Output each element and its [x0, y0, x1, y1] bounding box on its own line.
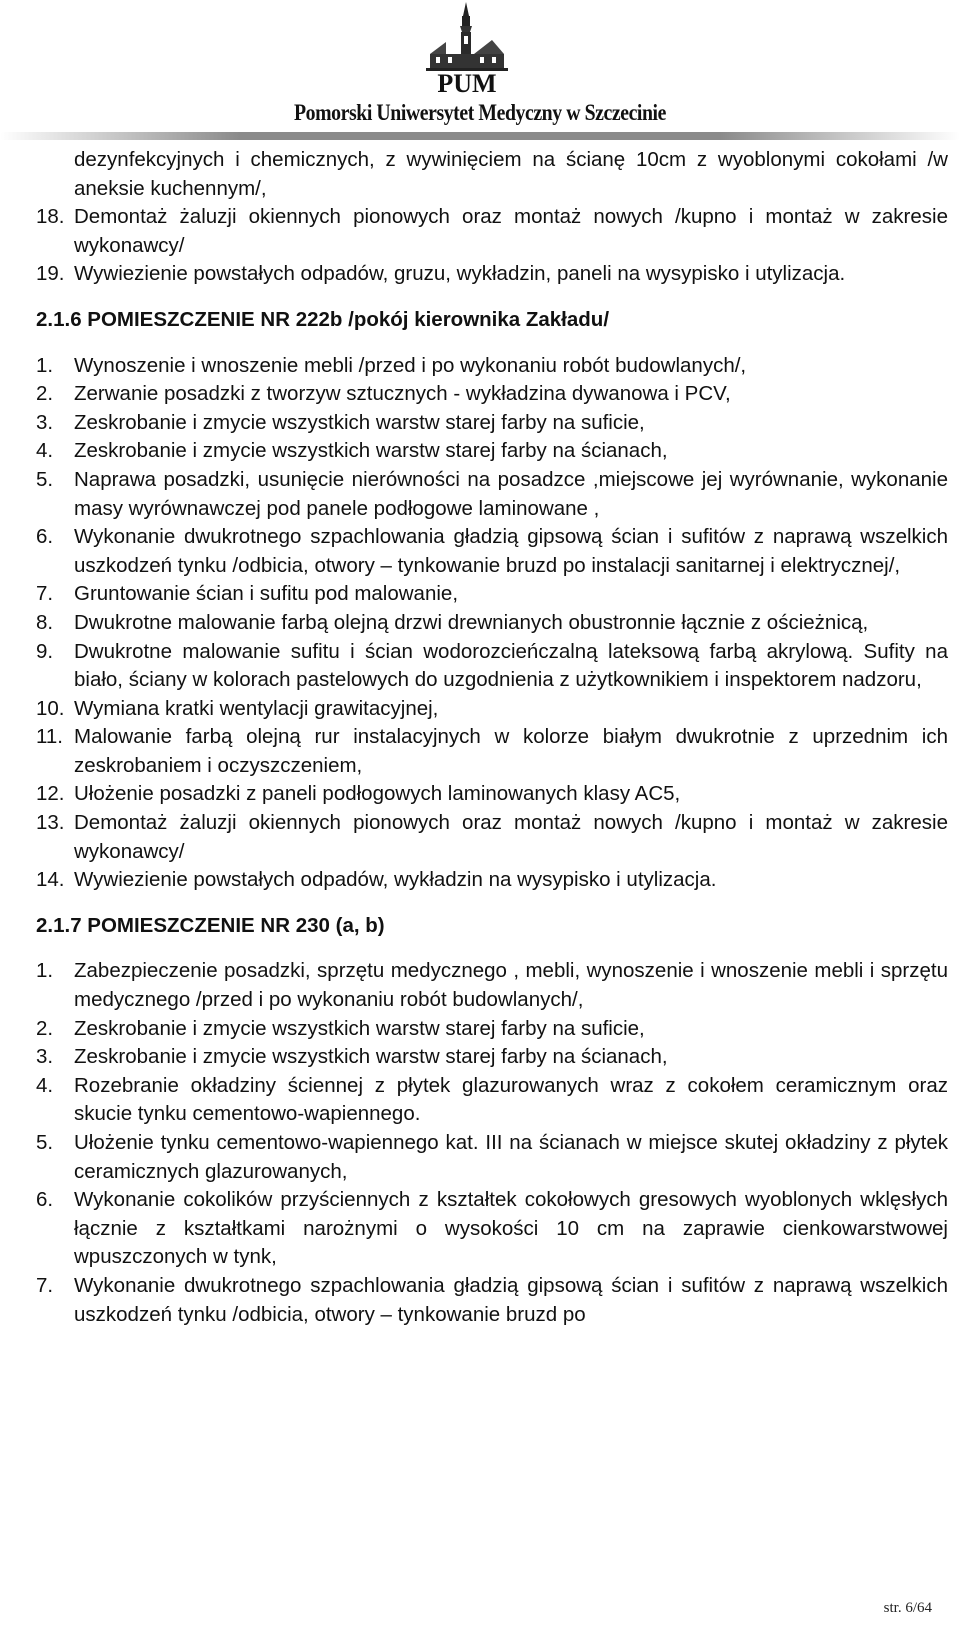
item-text: Zerwanie posadzki z tworzyw sztucznych - wykładzina dywanowa i PCV,	[74, 382, 731, 406]
university-name: Pomorski Uniwersytet Medyczny w Szczecinie	[294, 100, 666, 125]
list-item	[36, 1043, 948, 1072]
item-number: 19.	[36, 262, 65, 286]
item-text: Ułożenie posadzki z paneli podłogowych laminowanych klasy AC5,	[74, 782, 681, 806]
item-text: Zeskrobanie i zmycie wszystkich warstw starej farby na suficie,	[74, 410, 645, 434]
list-item	[36, 409, 948, 438]
item-text: Wywiezienie powstałych odpadów, gruzu, wykładzin, paneli na wysypisko i utylizacja.	[74, 262, 846, 286]
item-number: 3.	[36, 1045, 54, 1069]
list-item	[36, 957, 948, 1014]
list-item	[36, 609, 948, 638]
item-number: 4.	[36, 1073, 54, 1097]
list-item	[36, 380, 948, 409]
list-item	[36, 352, 948, 381]
header-rule	[0, 132, 960, 140]
item-text: Wykonanie dwukrotnego szpachlowania gładzią gipsową ścian i sufitów z naprawą wszelkich uszkodzeń tynku /odbicia, otwory – tynkowanie bruzd po instalacji sanitarnej i elektrycznej/,	[74, 525, 948, 577]
item-number: 9.	[36, 639, 54, 663]
list-item	[36, 437, 948, 466]
item-number: 7.	[36, 1273, 54, 1297]
list-item	[36, 1186, 948, 1272]
item-text: Wywiezienie powstałych odpadów, wykładzin na wysypisko i utylizacja.	[74, 868, 717, 892]
item-text: Wykonanie cokolików przyściennych z kształtek cokołowych gresowych wyoblonych wklęsłych łącznie z kształtkami narożnymi o wysokości 10 cm na zaprawie cienkowarstwowej wpuszczonych w tynk,	[74, 1188, 948, 1269]
item-number: 7.	[36, 582, 54, 606]
logo-text: PUM	[437, 69, 497, 97]
list-item	[36, 1015, 948, 1044]
section-217-list	[36, 957, 948, 1329]
item-text: Rozebranie okładziny ściennej z płytek glazurowanych wraz z cokołem ceramicznym oraz skucie tynku cementowo-wapiennego.	[74, 1073, 948, 1126]
list-item	[36, 523, 948, 580]
list-item	[36, 723, 948, 780]
list-item	[36, 1129, 948, 1186]
item-number: 10.	[36, 696, 65, 720]
list-item	[36, 695, 948, 724]
page-number: str. 6/64	[883, 1600, 932, 1616]
item-text: Dwukrotne malowanie farbą olejną drzwi drewnianych obustronnie łącznie z ościeżnicą,	[74, 610, 869, 634]
item-number: 11.	[36, 725, 63, 749]
page-header	[0, 0, 960, 140]
item-text: Demontaż żaluzji okiennych pionowych oraz montaż nowych /kupno i montaż w zakresie wykonawcy/	[74, 205, 948, 257]
item-number: 2.	[36, 382, 54, 406]
item-text: Ułożenie tynku cementowo-wapiennego kat. III na ścianach w miejsce skutej okładziny z płytek ceramicznych glazurowanych,	[74, 1131, 948, 1183]
university-logo	[422, 2, 512, 97]
list-item	[36, 466, 948, 523]
item-text: Dwukrotne malowanie sufitu i ścian wodorozcieńczalną lateksową farbą akrylową. Sufity na biało, ściany w kolorach pastelowych do uzgodnienia z użytkownikiem i inspektorem nadzoru,	[74, 639, 948, 692]
item-text: Demontaż żaluzji okiennych pionowych oraz montaż nowych /kupno i montaż w zakresie wykonawcy/	[74, 811, 948, 863]
item-number: 13.	[36, 811, 65, 835]
list-item	[36, 580, 948, 609]
section-216-list	[36, 352, 948, 895]
item-number: 14.	[36, 868, 65, 892]
item-text: Wykonanie dwukrotnego szpachlowania gładzią gipsową ścian i sufitów z naprawą wszelkich uszkodzeń tynku /odbicia, otwory – tynkowanie bruzd po	[74, 1273, 948, 1326]
item-number: 12.	[36, 782, 65, 806]
item-text: Zabezpieczenie posadzki, sprzętu medycznego , mebli, wynoszenie i wnoszenie mebli i sprzętu medycznego /przed i po wykonaniu robót budowlanych/,	[74, 959, 948, 1012]
section-heading-216: 2.1.6 POMIESZCZENIE NR 222b /pokój kierownika Zakładu/	[36, 307, 610, 331]
item-text: Wymiana kratki wentylacji grawitacyjnej,	[74, 696, 439, 720]
list-item	[36, 203, 948, 260]
list-item	[36, 1072, 948, 1129]
item-text: Gruntowanie ścian i sufitu pod malowanie,	[74, 582, 459, 606]
item-number: 2.	[36, 1016, 54, 1040]
item-text: Naprawa posadzki, usunięcie nierówności na posadzce ,miejscowe jej wyrównanie, wykonanie masy wyrównawczej pod panele podłogowe laminowane ,	[74, 467, 948, 520]
item-number: 8.	[36, 610, 54, 634]
list-item	[36, 866, 948, 895]
item-number: 4.	[36, 439, 54, 463]
item-number: 1.	[36, 959, 54, 983]
item-number: 18.	[36, 205, 65, 229]
item-number: 5.	[36, 1131, 54, 1154]
document-body	[36, 146, 948, 1329]
item-number: 6.	[36, 1188, 54, 1212]
item-number: 1.	[36, 353, 54, 377]
list-item	[36, 1272, 948, 1329]
item-text: Malowanie farbą olejną rur instalacyjnych w kolorze białym dwukrotnie z uprzednim ich zeskrobaniem i oczyszczeniem,	[74, 725, 948, 777]
list-item	[36, 260, 948, 289]
list-item	[36, 780, 948, 809]
item-text: Zeskrobanie i zmycie wszystkich warstw starej farby na ścianach,	[74, 439, 668, 463]
continuation-text: dezynfekcyjnych i chemicznych, z wywinięciem na ścianę 10cm z wyoblonymi cokołami /w aneksie kuchennym/,	[74, 148, 948, 200]
item-number: 3.	[36, 410, 54, 434]
list-item	[36, 809, 948, 866]
item-text: Zeskrobanie i zmycie wszystkich warstw starej farby na suficie,	[74, 1016, 645, 1040]
list-item	[36, 638, 948, 695]
item-text: Wynoszenie i wnoszenie mebli /przed i po wykonaniu robót budowlanych/,	[74, 353, 747, 377]
item-text: Zeskrobanie i zmycie wszystkich warstw starej farby na ścianach,	[74, 1045, 668, 1069]
section-heading-217: 2.1.7 POMIESZCZENIE NR 230 (a, b)	[36, 913, 385, 937]
item-number: 5.	[36, 467, 54, 491]
item-number: 6.	[36, 525, 54, 549]
